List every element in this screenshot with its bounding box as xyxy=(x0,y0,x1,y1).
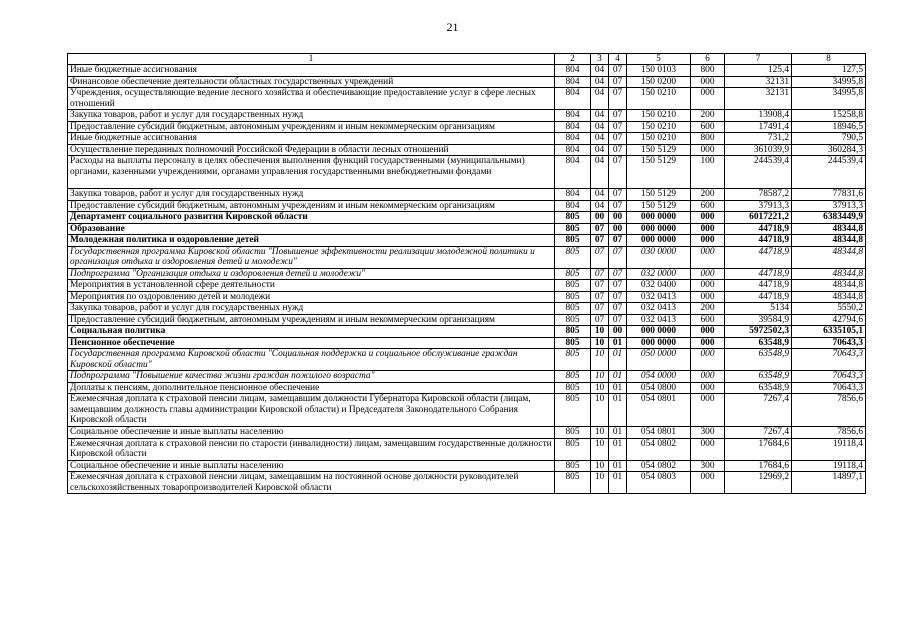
expense-name-cell: Социальная политика xyxy=(68,326,555,338)
header-cell: 4 xyxy=(609,54,627,65)
amount-year1-cell: 12969,2 xyxy=(725,472,792,494)
amount-year1-cell: 731,2 xyxy=(725,133,792,145)
subsection-code-cell: 07 xyxy=(609,235,627,247)
expense-type-cell: 600 xyxy=(691,200,725,212)
table-row xyxy=(68,189,866,201)
expense-name-cell: Закупка товаров, работ и услуг для государственных нужд xyxy=(68,303,555,315)
amount-year2-cell: 34995,8 xyxy=(792,88,866,110)
expense-type-cell: 000 xyxy=(691,223,725,235)
expense-type-cell: 000 xyxy=(691,438,725,460)
expense-type-cell: 100 xyxy=(691,156,725,189)
ministry-code-cell: 805 xyxy=(555,427,591,439)
ministry-code-cell: 805 xyxy=(555,472,591,494)
amount-year1-cell: 63548,9 xyxy=(725,337,792,349)
expense-name-cell: Ежемесячная доплата к страховой пенсии по старости (инвалидности) лицам, замещавшим государственные должности Кировской области xyxy=(68,438,555,460)
subsection-code-cell: 07 xyxy=(609,65,627,77)
subsection-code-cell: 07 xyxy=(609,246,627,268)
section-code-cell: 10 xyxy=(591,349,609,371)
section-code-cell: 10 xyxy=(591,371,609,383)
section-code-cell: 04 xyxy=(591,121,609,133)
expense-name-cell: Социальное обеспечение и иные выплаты населению xyxy=(68,427,555,439)
section-code-cell: 04 xyxy=(591,189,609,201)
amount-year1-cell: 78587,2 xyxy=(725,189,792,201)
amount-year2-cell: 15258,8 xyxy=(792,110,866,122)
expense-name-cell: Ежемесячная доплата к страховой пенсии лицам, замещавшим должности Губернатора Кировской области (лицам, замещавшим должность главы администрации Кировской области) и Председателя Законодательного Собрания Кировской области xyxy=(68,394,555,427)
table-row xyxy=(68,371,866,383)
amount-year1-cell: 37913,3 xyxy=(725,200,792,212)
amount-year2-cell: 42794,6 xyxy=(792,314,866,326)
amount-year1-cell: 63548,9 xyxy=(725,349,792,371)
ministry-code-cell: 804 xyxy=(555,200,591,212)
expense-type-cell: 800 xyxy=(691,65,725,77)
expense-name-cell: Государственная программа Кировской области "Повышение эффективности реализации молодежной политики и организация отдыха и оздоровления детей и молодежи" xyxy=(68,246,555,268)
amount-year1-cell: 63548,9 xyxy=(725,371,792,383)
amount-year2-cell: 244539,4 xyxy=(792,156,866,189)
amount-year2-cell: 7856,6 xyxy=(792,427,866,439)
ministry-code-cell: 805 xyxy=(555,235,591,247)
amount-year1-cell: 361039,9 xyxy=(725,144,792,156)
target-code-cell: 000 0000 xyxy=(627,235,691,247)
expense-type-cell: 000 xyxy=(691,246,725,268)
table-row xyxy=(68,246,866,268)
ministry-code-cell: 804 xyxy=(555,144,591,156)
subsection-code-cell: 07 xyxy=(609,88,627,110)
table-row xyxy=(68,200,866,212)
subsection-code-cell: 00 xyxy=(609,212,627,224)
target-code-cell: 032 0413 xyxy=(627,291,691,303)
target-code-cell: 054 0801 xyxy=(627,394,691,427)
section-code-cell: 04 xyxy=(591,144,609,156)
amount-year2-cell: 70643,3 xyxy=(792,349,866,371)
amount-year2-cell: 19118,4 xyxy=(792,438,866,460)
amount-year2-cell: 48344,8 xyxy=(792,291,866,303)
header-cell: 2 xyxy=(555,54,591,65)
subsection-code-cell: 01 xyxy=(609,349,627,371)
expense-type-cell: 300 xyxy=(691,460,725,472)
amount-year1-cell: 63548,9 xyxy=(725,382,792,394)
expense-name-cell: Финансовое обеспечение деятельности областных государственных учреждений xyxy=(68,76,555,88)
amount-year2-cell: 18946,5 xyxy=(792,121,866,133)
section-code-cell: 04 xyxy=(591,133,609,145)
table-row xyxy=(68,156,866,189)
ministry-code-cell: 805 xyxy=(555,349,591,371)
amount-year1-cell: 44718,9 xyxy=(725,246,792,268)
expense-name-cell: Подпрограмма "Повышение качества жизни граждан пожилого возраста" xyxy=(68,371,555,383)
amount-year1-cell: 44718,9 xyxy=(725,235,792,247)
expense-type-cell: 000 xyxy=(691,212,725,224)
target-code-cell: 150 0210 xyxy=(627,88,691,110)
target-code-cell: 150 5129 xyxy=(627,200,691,212)
target-code-cell: 050 0000 xyxy=(627,349,691,371)
expense-name-cell: Учреждения, осуществляющие ведение лесного хозяйства и обеспечивающие предоставление услуг в сфере лесных отношений xyxy=(68,88,555,110)
expense-name-cell: Закупка товаров, работ и услуг для государственных нужд xyxy=(68,110,555,122)
target-code-cell: 150 0210 xyxy=(627,133,691,145)
target-code-cell: 000 0000 xyxy=(627,337,691,349)
target-code-cell: 000 0000 xyxy=(627,212,691,224)
amount-year2-cell: 19118,4 xyxy=(792,460,866,472)
header-cell: 1 xyxy=(68,54,555,65)
ministry-code-cell: 805 xyxy=(555,268,591,280)
table-row xyxy=(68,427,866,439)
amount-year2-cell: 790,5 xyxy=(792,133,866,145)
table-row xyxy=(68,268,866,280)
target-code-cell: 054 0802 xyxy=(627,438,691,460)
expense-name-cell: Мероприятия по оздоровлению детей и молодежи xyxy=(68,291,555,303)
table-row xyxy=(68,303,866,315)
subsection-code-cell: 00 xyxy=(609,223,627,235)
subsection-code-cell: 00 xyxy=(609,326,627,338)
amount-year1-cell: 125,4 xyxy=(725,65,792,77)
subsection-code-cell: 01 xyxy=(609,382,627,394)
section-code-cell: 04 xyxy=(591,110,609,122)
ministry-code-cell: 805 xyxy=(555,223,591,235)
target-code-cell: 150 0210 xyxy=(627,110,691,122)
expense-type-cell: 000 xyxy=(691,337,725,349)
expense-name-cell: Департамент социального развития Кировской области xyxy=(68,212,555,224)
subsection-code-cell: 07 xyxy=(609,110,627,122)
subsection-code-cell: 07 xyxy=(609,133,627,145)
section-code-cell: 07 xyxy=(591,303,609,315)
expense-type-cell: 000 xyxy=(691,268,725,280)
expense-type-cell: 000 xyxy=(691,394,725,427)
target-code-cell: 054 0800 xyxy=(627,382,691,394)
amount-year2-cell: 34995,8 xyxy=(792,76,866,88)
table-row xyxy=(68,88,866,110)
section-code-cell: 10 xyxy=(591,382,609,394)
expense-name-cell: Подпрограмма "Организация отдыха и оздоровления детей и молодежи" xyxy=(68,268,555,280)
target-code-cell: 150 5129 xyxy=(627,156,691,189)
ministry-code-cell: 805 xyxy=(555,291,591,303)
ministry-code-cell: 804 xyxy=(555,65,591,77)
expense-name-cell: Доплаты к пенсиям, дополнительное пенсионное обеспечение xyxy=(68,382,555,394)
ministry-code-cell: 804 xyxy=(555,133,591,145)
section-code-cell: 10 xyxy=(591,394,609,427)
amount-year2-cell: 70643,3 xyxy=(792,337,866,349)
amount-year2-cell: 48344,8 xyxy=(792,280,866,292)
amount-year2-cell: 37913,3 xyxy=(792,200,866,212)
amount-year2-cell: 127,5 xyxy=(792,65,866,77)
expense-name-cell: Пенсионное обеспечение xyxy=(68,337,555,349)
amount-year2-cell: 6383449,9 xyxy=(792,212,866,224)
table-row xyxy=(68,291,866,303)
subsection-code-cell: 07 xyxy=(609,189,627,201)
expense-name-cell: Иные бюджетные ассигнования xyxy=(68,65,555,77)
section-code-cell: 04 xyxy=(591,76,609,88)
expense-type-cell: 200 xyxy=(691,110,725,122)
section-code-cell: 07 xyxy=(591,280,609,292)
expense-name-cell: Расходы на выплаты персоналу в целях обеспечения выполнения функций государственными (муниципальными) органами, казенными учреждениями, органами управления государственными внебюджетными фондами xyxy=(68,156,555,189)
expense-type-cell: 000 xyxy=(691,235,725,247)
expense-type-cell: 300 xyxy=(691,427,725,439)
expense-type-cell: 000 xyxy=(691,280,725,292)
section-code-cell: 07 xyxy=(591,246,609,268)
amount-year1-cell: 44718,9 xyxy=(725,223,792,235)
amount-year2-cell: 48344,8 xyxy=(792,246,866,268)
subsection-code-cell: 07 xyxy=(609,200,627,212)
amount-year1-cell: 6017221,2 xyxy=(725,212,792,224)
table-row xyxy=(68,326,866,338)
expense-type-cell: 000 xyxy=(691,291,725,303)
subsection-code-cell: 07 xyxy=(609,76,627,88)
amount-year1-cell: 17684,6 xyxy=(725,438,792,460)
subsection-code-cell: 07 xyxy=(609,314,627,326)
expense-type-cell: 000 xyxy=(691,326,725,338)
subsection-code-cell: 01 xyxy=(609,438,627,460)
expense-type-cell: 200 xyxy=(691,303,725,315)
amount-year2-cell: 6335105,1 xyxy=(792,326,866,338)
expense-type-cell: 600 xyxy=(691,314,725,326)
ministry-code-cell: 805 xyxy=(555,314,591,326)
section-code-cell: 10 xyxy=(591,438,609,460)
expense-type-cell: 000 xyxy=(691,349,725,371)
table-row xyxy=(68,394,866,427)
target-code-cell: 054 0802 xyxy=(627,460,691,472)
expense-type-cell: 000 xyxy=(691,382,725,394)
ministry-code-cell: 804 xyxy=(555,88,591,110)
table-row xyxy=(68,110,866,122)
expense-type-cell: 000 xyxy=(691,76,725,88)
section-code-cell: 07 xyxy=(591,268,609,280)
target-code-cell: 000 0000 xyxy=(627,326,691,338)
table-row xyxy=(68,144,866,156)
amount-year1-cell: 244539,4 xyxy=(725,156,792,189)
subsection-code-cell: 07 xyxy=(609,268,627,280)
target-code-cell: 150 5129 xyxy=(627,144,691,156)
subsection-code-cell: 01 xyxy=(609,394,627,427)
amount-year1-cell: 32131 xyxy=(725,88,792,110)
ministry-code-cell: 805 xyxy=(555,303,591,315)
amount-year1-cell: 13908,4 xyxy=(725,110,792,122)
target-code-cell: 000 0000 xyxy=(627,223,691,235)
table-row xyxy=(68,65,866,77)
expense-type-cell: 600 xyxy=(691,121,725,133)
ministry-code-cell: 805 xyxy=(555,246,591,268)
section-code-cell: 10 xyxy=(591,427,609,439)
expense-name-cell: Осуществление переданных полномочий Российской Федерации в области лесных отношений xyxy=(68,144,555,156)
ministry-code-cell: 804 xyxy=(555,121,591,133)
ministry-code-cell: 804 xyxy=(555,156,591,189)
target-code-cell: 032 0413 xyxy=(627,303,691,315)
amount-year2-cell: 48344,8 xyxy=(792,223,866,235)
section-code-cell: 04 xyxy=(591,88,609,110)
ministry-code-cell: 805 xyxy=(555,212,591,224)
table-row xyxy=(68,472,866,494)
table-row xyxy=(68,212,866,224)
ministry-code-cell: 805 xyxy=(555,371,591,383)
amount-year1-cell: 39584,9 xyxy=(725,314,792,326)
target-code-cell: 150 5129 xyxy=(627,189,691,201)
header-cell: 8 xyxy=(792,54,866,65)
table-row xyxy=(68,280,866,292)
table-row xyxy=(68,76,866,88)
budget-table xyxy=(67,53,866,494)
header-cell: 3 xyxy=(591,54,609,65)
expense-type-cell: 200 xyxy=(691,189,725,201)
ministry-code-cell: 805 xyxy=(555,438,591,460)
expense-type-cell: 800 xyxy=(691,133,725,145)
subsection-code-cell: 01 xyxy=(609,460,627,472)
section-code-cell: 10 xyxy=(591,460,609,472)
section-code-cell: 04 xyxy=(591,65,609,77)
table-row xyxy=(68,349,866,371)
expense-name-cell: Образование xyxy=(68,223,555,235)
target-code-cell: 030 0000 xyxy=(627,246,691,268)
amount-year1-cell: 17491,4 xyxy=(725,121,792,133)
expense-name-cell: Социальное обеспечение и иные выплаты населению xyxy=(68,460,555,472)
subsection-code-cell: 07 xyxy=(609,156,627,189)
target-code-cell: 054 0801 xyxy=(627,427,691,439)
section-code-cell: 00 xyxy=(591,212,609,224)
section-code-cell: 07 xyxy=(591,314,609,326)
section-code-cell: 07 xyxy=(591,291,609,303)
table-row xyxy=(68,382,866,394)
amount-year2-cell: 48344,8 xyxy=(792,268,866,280)
expense-name-cell: Закупка товаров, работ и услуг для государственных нужд xyxy=(68,189,555,201)
subsection-code-cell: 07 xyxy=(609,121,627,133)
expense-name-cell: Мероприятия в установленной сфере деятельности xyxy=(68,280,555,292)
table-row xyxy=(68,337,866,349)
target-code-cell: 150 0103 xyxy=(627,65,691,77)
target-code-cell: 150 0200 xyxy=(627,76,691,88)
amount-year2-cell: 48344,8 xyxy=(792,235,866,247)
expense-name-cell: Государственная программа Кировской области "Социальная поддержка и социальное обслуживание граждан Кировской области" xyxy=(68,349,555,371)
amount-year1-cell: 7267,4 xyxy=(725,394,792,427)
section-code-cell: 04 xyxy=(591,156,609,189)
subsection-code-cell: 07 xyxy=(609,280,627,292)
page-number: 21 xyxy=(446,20,459,34)
table-row xyxy=(68,133,866,145)
subsection-code-cell: 01 xyxy=(609,337,627,349)
ministry-code-cell: 804 xyxy=(555,110,591,122)
table-row xyxy=(68,121,866,133)
amount-year2-cell: 70643,3 xyxy=(792,371,866,383)
amount-year1-cell: 7267,4 xyxy=(725,427,792,439)
ministry-code-cell: 805 xyxy=(555,460,591,472)
amount-year1-cell: 44718,9 xyxy=(725,291,792,303)
ministry-code-cell: 805 xyxy=(555,280,591,292)
expense-name-cell: Иные бюджетные ассигнования xyxy=(68,133,555,145)
header-cell: 6 xyxy=(691,54,725,65)
table-row xyxy=(68,235,866,247)
expense-name-cell: Молодежная политика и оздоровление детей xyxy=(68,235,555,247)
ministry-code-cell: 804 xyxy=(555,76,591,88)
ministry-code-cell: 805 xyxy=(555,326,591,338)
amount-year2-cell: 7856,6 xyxy=(792,394,866,427)
section-code-cell: 07 xyxy=(591,223,609,235)
amount-year1-cell: 44718,9 xyxy=(725,280,792,292)
section-code-cell: 10 xyxy=(591,326,609,338)
header-cell: 7 xyxy=(725,54,792,65)
subsection-code-cell: 07 xyxy=(609,144,627,156)
target-code-cell: 150 0210 xyxy=(627,121,691,133)
section-code-cell: 10 xyxy=(591,337,609,349)
target-code-cell: 032 0413 xyxy=(627,314,691,326)
expense-type-cell: 000 xyxy=(691,88,725,110)
expense-type-cell: 000 xyxy=(691,371,725,383)
amount-year2-cell: 5550,2 xyxy=(792,303,866,315)
section-code-cell: 10 xyxy=(591,472,609,494)
subsection-code-cell: 07 xyxy=(609,303,627,315)
ministry-code-cell: 805 xyxy=(555,382,591,394)
ministry-code-cell: 804 xyxy=(555,189,591,201)
target-code-cell: 032 0000 xyxy=(627,268,691,280)
expense-name-cell: Предоставление субсидий бюджетным, автономным учреждениям и иным некоммерческим организациям xyxy=(68,121,555,133)
header-cell: 5 xyxy=(627,54,691,65)
amount-year1-cell: 5134 xyxy=(725,303,792,315)
section-code-cell: 07 xyxy=(591,235,609,247)
expense-name-cell: Предоставление субсидий бюджетным, автономным учреждениям и иным некоммерческим организациям xyxy=(68,314,555,326)
table-row xyxy=(68,314,866,326)
amount-year2-cell: 360284,3 xyxy=(792,144,866,156)
target-code-cell: 032 0400 xyxy=(627,280,691,292)
subsection-code-cell: 01 xyxy=(609,427,627,439)
expense-name-cell: Ежемесячная доплата к страховой пенсии лицам, замещавшим на постоянной основе должности руководителей сельскохозяйственных товаропроизводителей Кировской области xyxy=(68,472,555,494)
amount-year2-cell: 70643,3 xyxy=(792,382,866,394)
section-code-cell: 04 xyxy=(591,200,609,212)
table-row xyxy=(68,438,866,460)
target-code-cell: 054 0803 xyxy=(627,472,691,494)
amount-year2-cell: 77831,6 xyxy=(792,189,866,201)
subsection-code-cell: 01 xyxy=(609,371,627,383)
expense-name-cell: Предоставление субсидий бюджетным, автономным учреждениям и иным некоммерческим организациям xyxy=(68,200,555,212)
table-row xyxy=(68,460,866,472)
amount-year2-cell: 14897,1 xyxy=(792,472,866,494)
header-row xyxy=(68,54,866,65)
ministry-code-cell: 805 xyxy=(555,394,591,427)
amount-year1-cell: 17684,6 xyxy=(725,460,792,472)
target-code-cell: 054 0000 xyxy=(627,371,691,383)
amount-year1-cell: 44718,9 xyxy=(725,268,792,280)
expense-type-cell: 000 xyxy=(691,472,725,494)
table-row xyxy=(68,223,866,235)
expense-type-cell: 000 xyxy=(691,144,725,156)
amount-year1-cell: 32131 xyxy=(725,76,792,88)
ministry-code-cell: 805 xyxy=(555,337,591,349)
subsection-code-cell: 07 xyxy=(609,291,627,303)
subsection-code-cell: 01 xyxy=(609,472,627,494)
amount-year1-cell: 5972502,3 xyxy=(725,326,792,338)
